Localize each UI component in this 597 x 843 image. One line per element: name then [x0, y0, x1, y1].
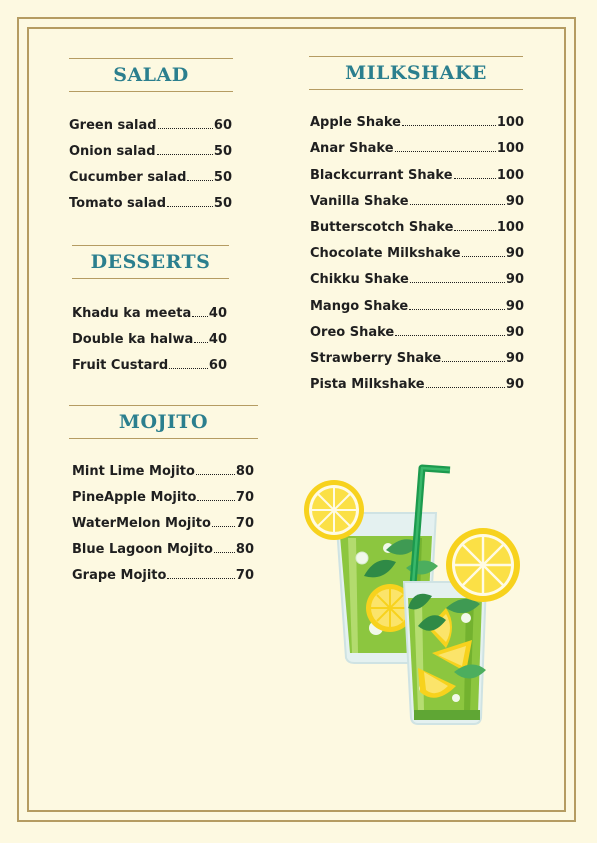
item-price: 40 — [208, 332, 227, 347]
mojito-list — [72, 453, 254, 583]
item-price: 90 — [505, 377, 524, 393]
menu-item — [69, 185, 232, 211]
dotted-leader — [187, 180, 213, 181]
menu-item — [69, 107, 232, 133]
menu-item — [69, 159, 232, 185]
menu-item — [72, 531, 254, 557]
item-price: 90 — [505, 193, 524, 209]
item-price: 40 — [208, 306, 227, 321]
item-name: Double ka halwa — [72, 332, 194, 347]
menu-item — [310, 261, 524, 287]
menu-item — [310, 340, 524, 366]
lemon-slice-left — [304, 480, 364, 540]
menu-item — [310, 235, 524, 261]
desserts-title: DESSERTS — [90, 251, 211, 273]
item-price: 90 — [505, 324, 524, 340]
item-name: Mint Lime Mojito — [72, 464, 195, 479]
item-price: 50 — [213, 170, 232, 185]
item-price: 90 — [505, 272, 524, 288]
salad-title: SALAD — [113, 64, 189, 86]
dotted-leader — [442, 361, 505, 362]
dotted-leader — [214, 552, 235, 553]
item-name: Butterscotch Shake — [310, 219, 454, 235]
mojito-title: MOJITO — [118, 411, 209, 433]
dotted-leader — [157, 154, 213, 155]
lemon-slice-right — [446, 528, 520, 602]
item-name: Tomato salad — [69, 196, 167, 211]
menu-item — [72, 505, 254, 531]
item-price: 90 — [505, 350, 524, 366]
item-price: 100 — [496, 167, 524, 183]
item-name: Strawberry Shake — [310, 350, 442, 366]
item-name: Green salad — [69, 118, 157, 133]
menu-item — [310, 314, 524, 340]
item-name: Oreo Shake — [310, 324, 395, 340]
desserts-header — [72, 245, 229, 279]
milkshake-list — [310, 104, 524, 392]
dotted-leader — [395, 335, 505, 336]
menu-item — [72, 321, 227, 347]
dotted-leader — [410, 282, 505, 283]
menu-item — [72, 295, 227, 321]
dotted-leader — [167, 206, 213, 207]
menu-item — [72, 479, 254, 505]
dotted-leader — [167, 578, 234, 579]
item-name: Grape Mojito — [72, 568, 167, 583]
item-price: 90 — [505, 246, 524, 262]
dotted-leader — [402, 125, 496, 126]
dotted-leader — [410, 204, 505, 205]
salad-header — [69, 58, 233, 92]
item-name: Cucumber salad — [69, 170, 187, 185]
menu-item — [310, 183, 524, 209]
item-price: 80 — [235, 542, 254, 557]
item-price: 80 — [235, 464, 254, 479]
dotted-leader — [462, 256, 505, 257]
menu-item — [310, 287, 524, 313]
dotted-leader — [409, 309, 505, 310]
menu-item — [69, 133, 232, 159]
item-name: Blue Lagoon Mojito — [72, 542, 213, 557]
front-glass — [404, 582, 486, 724]
dotted-leader — [426, 387, 505, 388]
dotted-leader — [197, 500, 234, 501]
item-name: Onion salad — [69, 144, 156, 159]
dotted-leader — [454, 230, 495, 231]
item-name: Vanilla Shake — [310, 193, 409, 209]
dotted-leader — [192, 316, 208, 317]
menu-item — [72, 453, 254, 479]
menu-item — [310, 366, 524, 392]
dotted-leader — [194, 342, 208, 343]
dotted-leader — [395, 151, 496, 152]
milkshake-header — [309, 56, 523, 90]
item-price: 100 — [496, 219, 524, 235]
menu-item — [310, 130, 524, 156]
item-price: 90 — [505, 298, 524, 314]
item-name: Fruit Custard — [72, 358, 169, 373]
item-price: 100 — [496, 115, 524, 131]
menu-item — [310, 104, 524, 130]
mojito-header — [69, 405, 258, 439]
menu-item — [310, 156, 524, 182]
dotted-leader — [169, 368, 208, 369]
item-price: 70 — [235, 490, 254, 505]
desserts-list — [72, 295, 227, 373]
item-price: 50 — [213, 144, 232, 159]
dotted-leader — [158, 128, 213, 129]
item-price: 60 — [213, 118, 232, 133]
item-name: Apple Shake — [310, 115, 401, 131]
item-name: Chikku Shake — [310, 272, 409, 288]
item-name: WaterMelon Mojito — [72, 516, 211, 531]
menu-item — [72, 557, 254, 583]
mojito-glasses-icon — [296, 458, 528, 730]
item-name: Pista Milkshake — [310, 377, 425, 393]
salad-list — [69, 107, 232, 211]
milkshake-title: MILKSHAKE — [345, 62, 487, 84]
item-name: Chocolate Milkshake — [310, 246, 461, 262]
menu-item — [310, 209, 524, 235]
item-name: Khadu ka meeta — [72, 306, 192, 321]
item-name: Anar Shake — [310, 141, 394, 157]
menu-item — [72, 347, 227, 373]
item-price: 100 — [496, 141, 524, 157]
item-name: Blackcurrant Shake — [310, 167, 453, 183]
item-price: 50 — [213, 196, 232, 211]
dotted-leader — [212, 526, 235, 527]
item-name: PineApple Mojito — [72, 490, 197, 505]
item-price: 70 — [235, 516, 254, 531]
item-name: Mango Shake — [310, 298, 409, 314]
dotted-leader — [196, 474, 235, 475]
item-price: 60 — [208, 358, 227, 373]
dotted-leader — [454, 178, 496, 179]
item-price: 70 — [235, 568, 254, 583]
